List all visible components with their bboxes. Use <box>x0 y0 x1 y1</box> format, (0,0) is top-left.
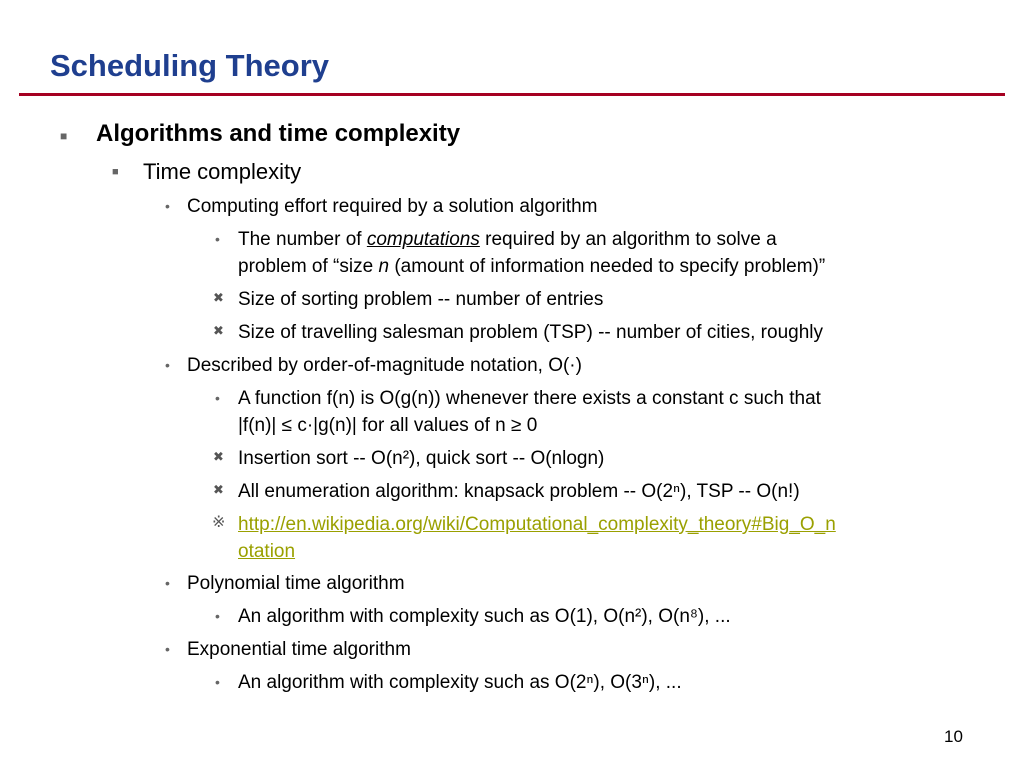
bullet-order-of-magnitude <box>187 353 582 379</box>
bullet-number-of-computations <box>238 227 777 253</box>
cross-bullet-icon: ✖ <box>213 482 224 497</box>
bullet-function-definition-cont: |f(n)| ≤ c·|g(n)| for all values of n ≥ 0 <box>238 415 538 436</box>
square-bullet-icon: ■ <box>60 129 68 143</box>
square-bullet-icon: ■ <box>112 166 119 178</box>
subheading-time-complexity: Time complexity <box>143 159 302 184</box>
dot-bullet-icon: • <box>215 231 220 247</box>
dot-bullet-icon: • <box>215 390 220 406</box>
bullet-exponential-example: An algorithm with complexity such as O(2ⁿ), O(3ⁿ), ... <box>238 672 682 693</box>
bullet-sorting-size: Size of sorting problem -- number of entries <box>238 289 604 310</box>
dot-bullet-icon: • <box>165 575 170 591</box>
dot-bullet-icon: • <box>165 198 170 214</box>
bullet-enumeration: All enumeration algorithm: knapsack problem -- O(2ⁿ), TSP -- O(n!) <box>238 481 800 502</box>
dot-bullet-icon: • <box>215 674 220 690</box>
bullet-polynomial: Polynomial time algorithm <box>187 573 405 594</box>
slide-title: Scheduling Theory <box>50 48 330 83</box>
text-fragment: The number of <box>238 229 362 250</box>
reference-mark-icon: ※ <box>212 514 226 531</box>
variable-n: n <box>378 256 390 277</box>
bullet-tsp-size: Size of travelling salesman problem (TSP) -- number of cities, roughly <box>238 322 824 343</box>
cross-bullet-icon: ✖ <box>213 323 224 338</box>
heading-algorithms: Algorithms and time complexity <box>96 120 461 147</box>
page-number: 10 <box>944 727 963 746</box>
bullet-computing-effort: Computing effort required by a solution algorithm <box>187 196 598 217</box>
bullet-problem-size <box>238 254 825 280</box>
cross-bullet-icon: ✖ <box>213 290 224 305</box>
computations-emphasis: computations <box>366 229 480 250</box>
title-rule <box>19 93 1005 96</box>
big-o-notation: O(·) <box>548 355 582 376</box>
text-fragment: Described by order-of-magnitude notation, <box>187 355 543 376</box>
bullet-polynomial-example: An algorithm with complexity such as O(1), O(n²), O(n⁸), ... <box>238 606 731 627</box>
cross-bullet-icon: ✖ <box>213 449 224 464</box>
bullet-insertion-sort: Insertion sort -- O(n²), quick sort -- O(nlogn) <box>238 448 605 469</box>
wikipedia-link-cont[interactable]: otation <box>238 541 296 562</box>
bullet-exponential: Exponential time algorithm <box>187 639 411 660</box>
wikipedia-link[interactable]: http://en.wikipedia.org/wiki/Computational_complexity_theory#Big_O_n <box>238 514 836 535</box>
bullet-function-definition: A function f(n) is O(g(n)) whenever there exists a constant c such that <box>238 388 821 409</box>
dot-bullet-icon: • <box>165 641 170 657</box>
text-fragment: required by an algorithm to solve a <box>485 229 777 250</box>
dot-bullet-icon: • <box>215 608 220 624</box>
text-fragment: problem of “size <box>238 256 374 277</box>
text-fragment: (amount of information needed to specify problem)” <box>394 256 826 277</box>
dot-bullet-icon: • <box>165 357 170 373</box>
